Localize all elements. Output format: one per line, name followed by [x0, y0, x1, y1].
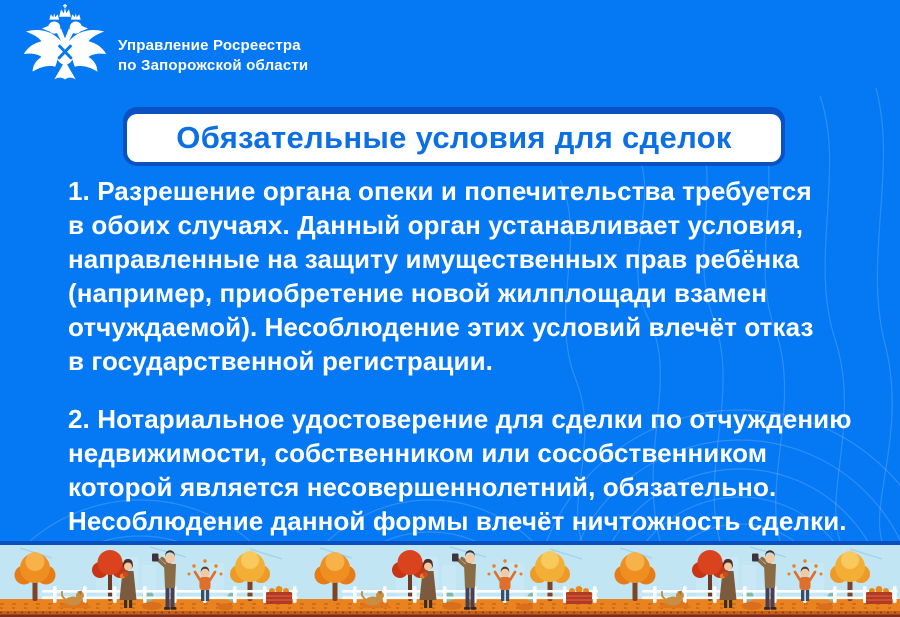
text-line: недвижимости, собственником или сособственником — [68, 438, 768, 468]
text-line: в государственной регистрации. — [68, 346, 494, 376]
org-name — [118, 36, 308, 76]
page-title: Обязательные условия для сделок — [176, 120, 732, 155]
autumn-illustration-strip — [0, 541, 900, 617]
org-name-line2: по Запорожской области — [118, 57, 309, 74]
title-banner-inner — [127, 114, 781, 162]
text-line: 1. Разрешение органа опеки и попечительства требуется — [68, 176, 812, 206]
text-line: которой является несовершеннолетний, обязательно. — [68, 472, 777, 502]
header — [0, 0, 900, 104]
text-line: в обоих случаях. Данный орган устанавливает условия, — [68, 210, 804, 240]
text-line: отчуждаемой). Несоблюдение этих условий влечёт отказ — [68, 312, 814, 342]
title-banner — [123, 107, 785, 166]
body-text — [68, 174, 880, 538]
text-line: 2. Нотариальное удостоверение для сделки по отчуждению — [68, 404, 852, 434]
text-line: Несоблюдение данной формы влечёт ничтожность сделки. — [68, 506, 847, 536]
org-name-line1: Управление Росреестра — [118, 37, 301, 54]
paragraph-2 — [68, 402, 880, 538]
text-line: (например, приобретение новой жилплощади взамен — [68, 278, 768, 308]
rosreestr-eagle-logo — [16, 4, 114, 102]
text-line: направленные на защиту имущественных прав ребёнка — [68, 244, 800, 274]
autumn-park-illustration — [0, 545, 900, 617]
paragraph-1 — [68, 174, 880, 378]
